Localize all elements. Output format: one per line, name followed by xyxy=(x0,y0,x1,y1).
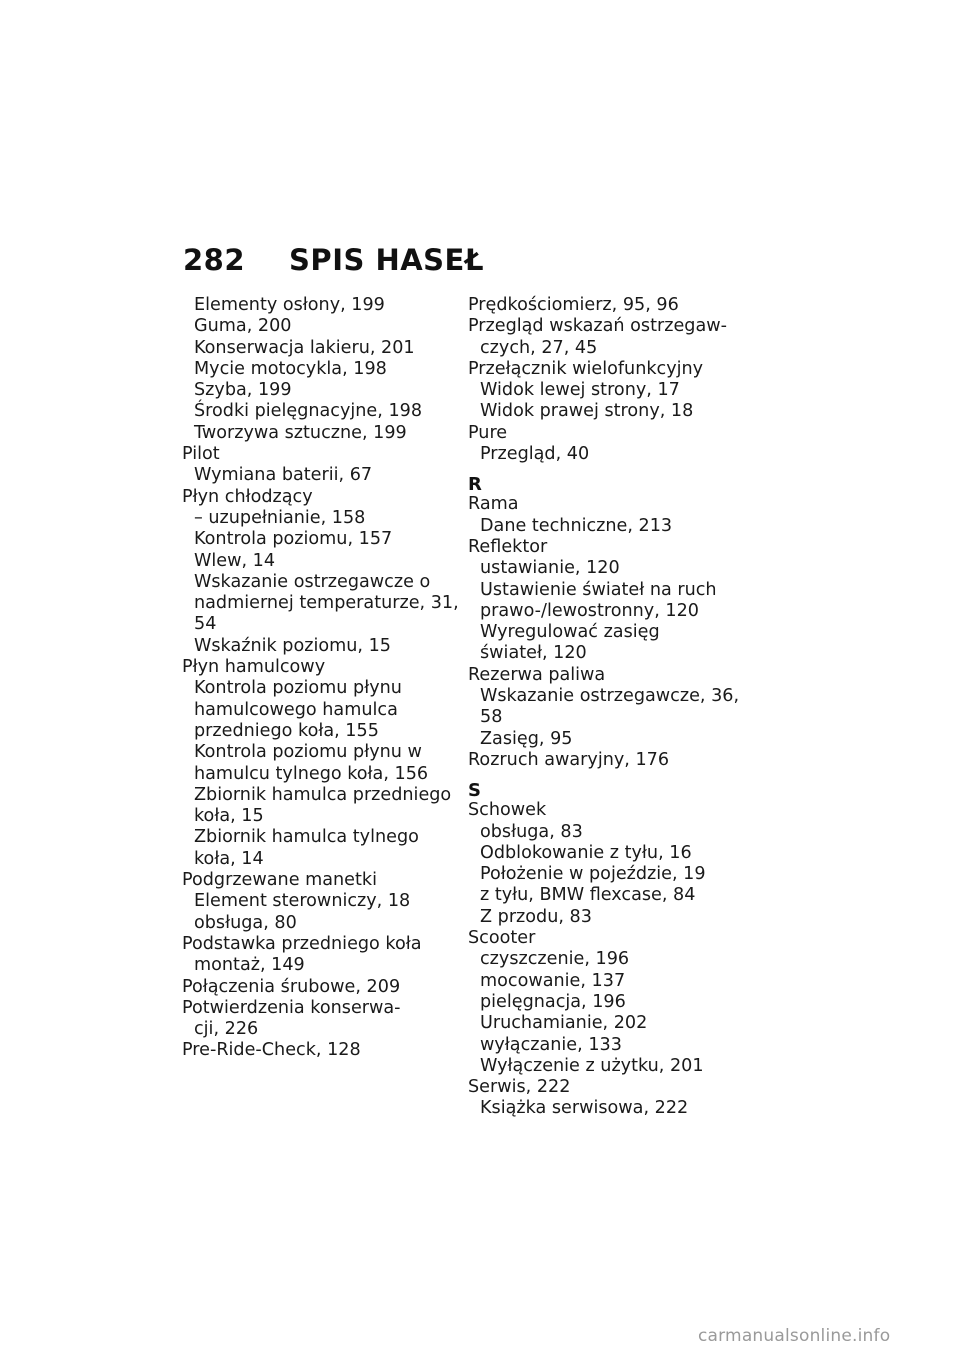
index-subentry: Kontrola poziomu, 157 xyxy=(194,529,393,550)
index-entry: Serwis, 222 xyxy=(468,1077,571,1098)
index-subentry: pielęgnacja, 196 xyxy=(480,991,626,1012)
index-entry: Podstawka przedniego koła xyxy=(182,933,422,954)
index-subentry: obsługa, 80 xyxy=(194,912,297,933)
index-subentry: Wskazanie ostrzegawcze o xyxy=(194,571,431,592)
index-subentry: koła, 15 xyxy=(194,806,264,827)
index-subentry: czych, 27, 45 xyxy=(480,337,598,358)
index-entry: Potwierdzenia konserwa- xyxy=(182,997,401,1018)
index-subentry: hamulcu tylnego koła, 156 xyxy=(194,763,429,784)
index-subentry: Książka serwisowa, 222 xyxy=(480,1098,689,1119)
index-subentry: Położenie w pojeździe, 19 xyxy=(480,864,706,885)
index-subentry: 54 xyxy=(194,614,217,635)
index-subentry: Uruchamianie, 202 xyxy=(480,1013,648,1034)
index-subentry: Wskaźnik poziomu, 15 xyxy=(194,635,391,656)
index-subentry: Zbiornik hamulca tylnego xyxy=(194,827,419,848)
index-entry: Scooter xyxy=(468,928,536,949)
index-entry: Schowek xyxy=(468,800,547,821)
index-subentry: Szyba, 199 xyxy=(194,380,292,401)
index-subentry: prawo-/lewostronny, 120 xyxy=(480,600,699,621)
index-subentry: czyszczenie, 196 xyxy=(480,949,630,970)
index-subentry: Wlew, 14 xyxy=(194,550,276,571)
index-entry: Przegląd wskazań ostrzegaw- xyxy=(468,316,727,337)
index-column-left xyxy=(182,295,459,1062)
index-subentry: przedniego koła, 155 xyxy=(194,720,379,741)
index-subentry: świateł, 120 xyxy=(480,643,587,664)
watermark-text: carmanualsonline.info xyxy=(698,1326,891,1346)
index-subentry: Zbiornik hamulca przedniego xyxy=(194,784,452,805)
index-subentry: Element sterowniczy, 18 xyxy=(194,891,411,912)
index-subentry: Zasięg, 95 xyxy=(480,728,573,749)
index-subentry: montaż, 149 xyxy=(194,955,305,976)
index-subentry: cji, 226 xyxy=(194,1019,259,1040)
index-entry: Pre-Ride-Check, 128 xyxy=(182,1040,361,1061)
index-entry: Podgrzewane manetki xyxy=(182,870,377,891)
index-subentry: Guma, 200 xyxy=(194,316,292,337)
index-subentry: Tworzywa sztuczne, 199 xyxy=(194,422,407,443)
index-subentry: Wyłączenie z użytku, 201 xyxy=(480,1055,704,1076)
index-subentry: nadmiernej temperaturze, 31, xyxy=(194,593,459,614)
index-subentry: Wymiana baterii, 67 xyxy=(194,465,373,486)
index-subentry: Z przodu, 83 xyxy=(480,906,592,927)
index-subentry: 58 xyxy=(480,707,503,728)
page-number: 282 xyxy=(183,243,246,277)
index-subentry: hamulcowego hamulca xyxy=(194,699,398,720)
index-entry: Pilot xyxy=(182,444,220,465)
index-subentry: Wskazanie ostrzegawcze, 36, xyxy=(480,686,740,707)
index-entry: Prędkościomierz, 95, 96 xyxy=(468,295,679,315)
index-section-letter: S xyxy=(468,780,481,802)
index-subentry: – uzupełnianie, 158 xyxy=(194,507,366,528)
index-subentry: Kontrola poziomu płynu w xyxy=(194,742,422,763)
index-entry: Płyn hamulcowy xyxy=(182,657,326,678)
index-entry: Płyn chłodzący xyxy=(182,486,313,507)
index-subentry: Ustawienie świateł na ruch xyxy=(480,579,717,600)
index-subentry: obsługa, 83 xyxy=(480,821,583,842)
index-entry: Połączenia śrubowe, 209 xyxy=(182,976,401,997)
index-subentry: Konserwacja lakieru, 201 xyxy=(194,337,415,358)
index-subentry: koła, 14 xyxy=(194,848,264,869)
index-entry: Pure xyxy=(468,422,508,443)
index-subentry: Widok prawej strony, 18 xyxy=(480,401,694,422)
index-subentry: z tyłu, BMW flexcase, 84 xyxy=(480,885,696,906)
index-subentry: mocowanie, 137 xyxy=(480,970,626,991)
index-subentry: Elementy osłony, 199 xyxy=(194,295,385,315)
index-subentry: Dane techniczne, 213 xyxy=(480,515,673,536)
index-subentry: Widok lewej strony, 17 xyxy=(480,380,680,401)
index-subentry: Odblokowanie z tyłu, 16 xyxy=(480,842,692,863)
index-subentry: wyłączanie, 133 xyxy=(480,1034,622,1055)
index-column-right xyxy=(468,295,738,1120)
index-subentry: Przegląd, 40 xyxy=(480,444,590,465)
index-subentry: ustawianie, 120 xyxy=(480,558,620,579)
index-entry: Rezerwa paliwa xyxy=(468,664,606,685)
index-subentry: Kontrola poziomu płynu xyxy=(194,678,402,699)
index-entry: Reflektor xyxy=(468,536,548,557)
index-entry: Rama xyxy=(468,494,519,515)
index-section-letter: R xyxy=(468,474,482,496)
index-subentry: Mycie motocykla, 198 xyxy=(194,358,387,379)
page-header xyxy=(183,243,484,277)
index-entry: Przełącznik wielofunkcyjny xyxy=(468,358,704,379)
index-entry: Rozruch awaryjny, 176 xyxy=(468,749,670,770)
index-subentry: Środki pielęgnacyjne, 198 xyxy=(194,401,423,422)
page-title: SPIS HASEŁ xyxy=(289,243,484,277)
index-subentry: Wyregulować zasięg xyxy=(480,622,660,643)
